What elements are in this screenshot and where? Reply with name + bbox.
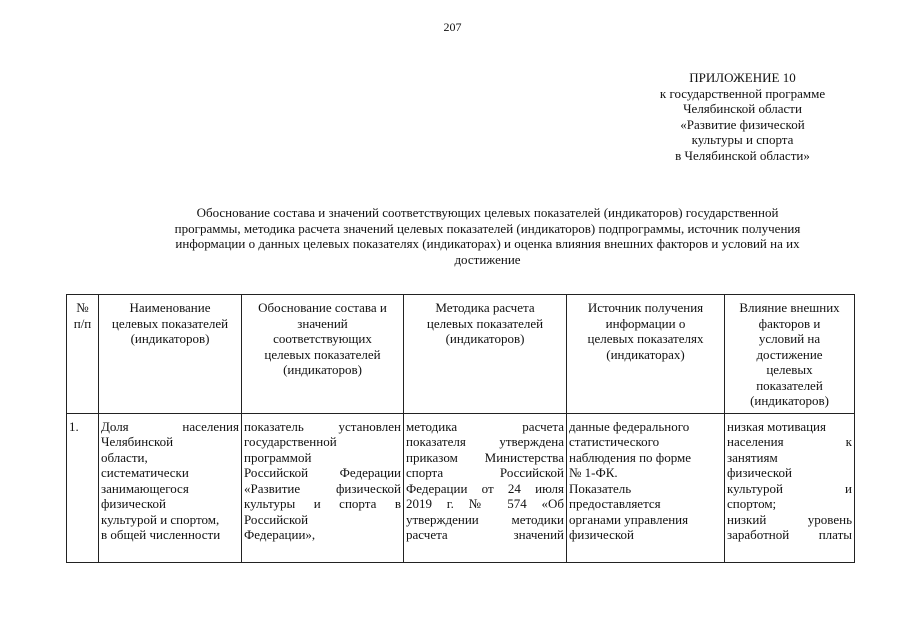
header-source: Источник получения информации о целевых показателях (индикаторах) (567, 295, 725, 414)
cell-influence: низкая мотивация населения к занятиям физической культурой и спортом; низкий уровень заработной платы (725, 413, 855, 562)
cell-method: методика расчета показателя утверждена приказом Министерства спорта Российской Федерации от 24 июля 2019 г. № 574 «Об утверждении методики расчета значений (404, 413, 567, 562)
page-number: 207 (443, 20, 462, 34)
appendix-line: Челябинской области (683, 101, 802, 116)
cell-basis: показатель установлен государственной программой Российской Федерации «Развитие физической культуры и спорта в Российской Федерации», (242, 413, 404, 562)
appendix-line: «Развитие физической (680, 116, 805, 132)
table-row (67, 413, 855, 562)
cell-indicator-name: Доля населения Челябинской области, систематически занимающегося физической культурой и спортом, в общей численности (99, 413, 242, 562)
appendix-line: к государственной программе (659, 85, 826, 101)
header-indicator-name: Наименование целевых показателей (индикаторов) (99, 295, 242, 414)
cell-source: данные федерального статистического наблюдения по форме № 1-ФК. Показатель предоставляется органами управления физической (567, 413, 725, 562)
appendix-line: ПРИЛОЖЕНИЕ 10 (689, 70, 796, 85)
appendix-line: культуры и спорта (691, 132, 794, 147)
appendix-line: в Челябинской области» (675, 147, 810, 163)
header-influence: Влияние внешних факторов и условий на достижение целевых показателей (индикаторов) (725, 295, 855, 414)
table-header-row (67, 295, 855, 414)
header-method: Методика расчета целевых показателей (индикаторов) (404, 295, 567, 414)
cell-number: 1. (67, 413, 99, 562)
title-line: достижение (454, 251, 521, 267)
title-line: программы, методика расчета значений целевых показателей (индикаторов) подпрограммы, источник получения (174, 220, 801, 236)
header-basis: Обоснование состава и значений соответствующих целевых показателей (индикаторов) (242, 295, 404, 414)
header-number: № п/п (67, 295, 99, 414)
title-line: Обоснование состава и значений соответствующих целевых показателей (индикаторов) государственной (196, 205, 779, 220)
appendix-header (600, 70, 885, 163)
indicators-table (66, 294, 855, 563)
title-line: информации о данных целевых показателях (индикаторах) и оценка влияния внешних факторов и условий на их (175, 236, 800, 251)
document-title (60, 205, 905, 267)
